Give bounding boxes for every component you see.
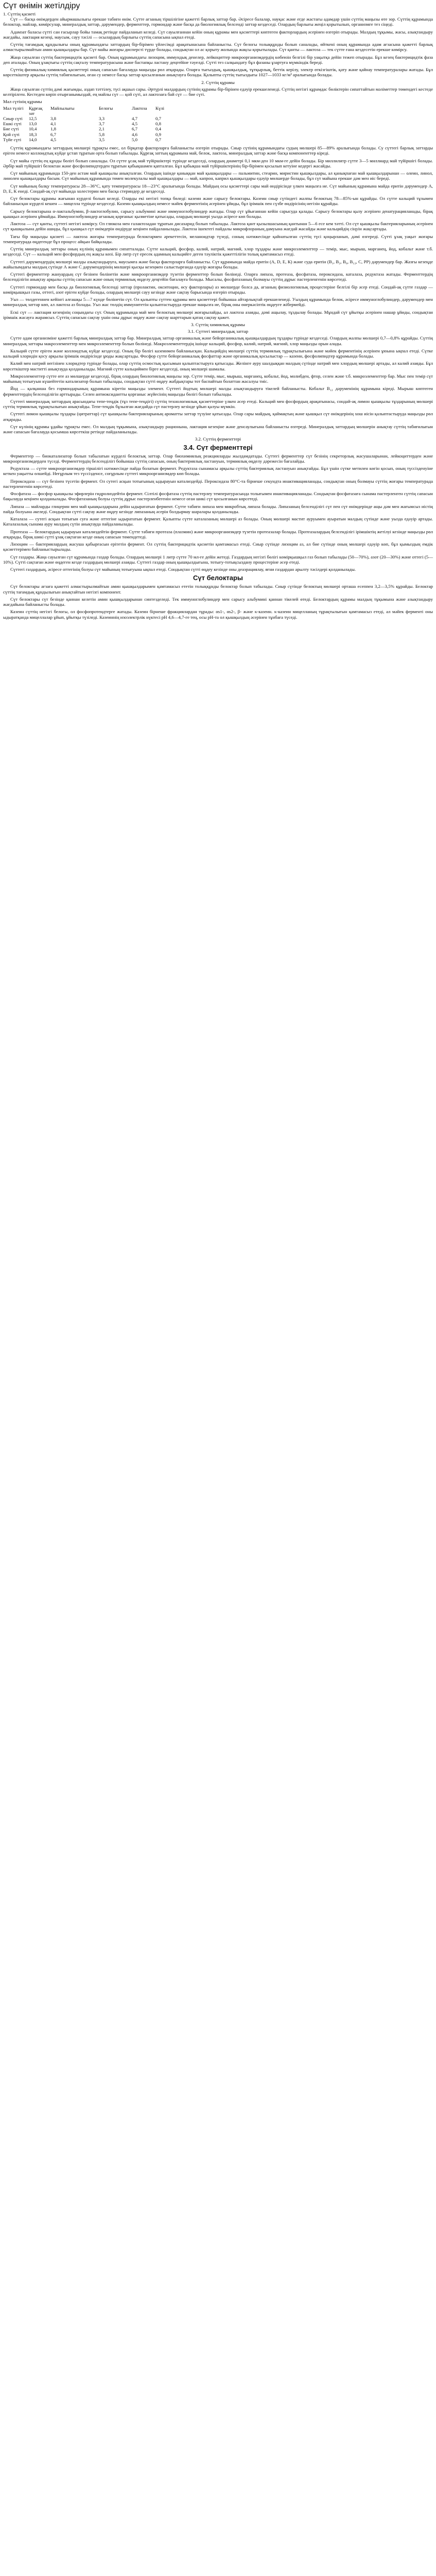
table-header-cell: Майлылығы: [50, 105, 75, 111]
table-cell: 1,8: [50, 126, 56, 132]
section-heading-2: 2. Сүттің құрамы: [201, 79, 235, 85]
table-header-cell: Мал түлігі: [3, 105, 24, 111]
paragraph: Жаңа сауылған сүттің дәмі жағымды, аздап тәттілеу, түсі ақшыл сары. Әртүрлі малдардың сүтінің құрамы бір-бірінен едәуір ерекшеленеді. Сүттің негізгі құрамдас бөліктерін сипаттайтын мәліметтер төмендегі кестеде келтірілген. Кестеден көріп отырғанымыздай, ең майлы сүт — қой сүті, ал лактозаға бай сүт — бие сүті.: [3, 86, 433, 97]
table-row: [3, 132, 174, 137]
paragraph: Сүт белоктары ағзаға қажетті алмастырылмайтын амин қышқылдарымен қамтамасыз ететін толыққұнды белоктар болып табылады. Сиыр сүтінде белоктың мөлшері орташа есеппен 3,2—3,5% құрайды. Белоктар сүттің тағамдық құндылығын анықтайтын негізгі компонент.: [3, 584, 433, 595]
paragraph: Сүттегі дәрумендердің мөлшері малды азықтандыруға, маусымға және басқа факторларға байланысты. Сүт құрамында майда еритін (А, D, Е, К) және суда еритін (В₁, В₂, В₆, В₁₂, С, РР) дәрумендер бар. Жазғы кезеңде жайылымдағы малдың сүтінде А және С дәрумендерінің мөлшері қысқы кезеңмен салыстырғанда едәуір жоғары болады.: [3, 259, 433, 269]
paragraph: Сүт майының балқу температурасы 28—36°С, қату температурасы 18—23°С аралығында болады. Майдың осы қасиеттері сары май өндірісінде үлкен маңызға ие. Сүт майының құрамына майда еритін дәрумендер А, D, Е, К енеді. Сондай-ақ сүт майында холестерин мен басқа стериндер де кездеседі.: [3, 183, 433, 194]
table-cell: 10,4: [29, 126, 37, 132]
table-cell: 12,5: [29, 116, 37, 122]
paragraph: Ескі сүт — лактация кезеңінің соңындағы сүт. Оның құрамында май мен белоктың мөлшері жоғарылайды, ал лактоза азаяды, дәмі ащылау, тұздылау болады. Мұндай сүт ұйытқы әсерінен нашар ұйиды, сондықтан ірімшік жасауға жарамсыз. Сүттің сапасын сақтау үшін оны дұрыс өңдеу және сақтау шарттарын қатаң сақтау қажет.: [3, 309, 433, 320]
table-cell: 4,5: [50, 137, 56, 142]
paragraph: Сүт газдары. Жаңа сауылған сүт құрамында газдар болады. Олардың мөлшері 1 литр сүтте 70 мл-ге дейін жетеді. Газдардың негізгі бөлігі көмірқышқыл газ болып табылады (50—70%), азот (20—30%) және оттегі (5—10%). Сүтті сақтаған және өңдеген кезде газдардың мөлшері азаяды. Сүттегі газдар оның қышқылдығына, тотығу-тотықсыздану процестеріне әсер етеді.: [3, 554, 433, 565]
paragraph: Уыз — төлдегеннен кейінгі алғашқы 5—7 күнде бөлінетін сүт. Ол қалыпты сүттен құрамы мен қасиеттері бойынша айтарлықтай ерекшеленеді. Уыздың құрамында белок, әсіресе иммуноглобулиндер, дәрумендер мен минералдық заттар көп, ал лактоза аз болады. Уыз жас төлдің иммунитетін қалыптастыруда ерекше маңызға ие, бірақ оны өнеркәсіптік өңдеуге жібермейді.: [3, 297, 433, 308]
paragraph: Липаза — майларды глицерин мен май қышқылдарына дейін ыдырататын фермент. Сүтте табиғи липаза мен микробтық липаза болады. Липазаның белсенділігі сүт пен сүт өнімдерінде ащы дәм мен жағымсыз иістің пайда болуына әкеледі. Сондықтан сүтті сақтау және өңдеу кезінде липазаның әсерін болдырмау шаралары қолданылады.: [3, 503, 433, 514]
table-cell: 0,7: [155, 137, 161, 142]
table-cell: 5,0: [132, 137, 137, 142]
paragraph: Казеин сүттің негізгі белогы, ол фосфопротеидтерге жатады. Казеин бірнеше фракциялардан тұрады: αs1-, αs2-, β- және κ-казеин. κ-казеин мицелланың тұрақтылығын қамтамасыз етеді, ал мәйек ферменті оны ыдыратқанда мицеллалар ұйып, ұйытқы түзіледі. Казеиннің изоэлектрлік нүктесі рН 4,6—4,7-ге тең, осы рН-та ол қышқылдың әсерінен тұнбаға түседі.: [3, 609, 433, 620]
table-row: [3, 116, 174, 121]
paragraph: Тағы бір маңызды қасиеті — лактоза жоғары температурада белоктармен әрекеттесіп, меланоидтар түзеді, соның нәтижесінде қайнатылған сүттің түсі қоңырланып, дәмі өзгереді. Сүтті ұзақ уақыт жоғары температурада өңдегенде бұл процесс айқын байқалады.: [3, 233, 433, 244]
paragraph: Сүттің құрамындағы заттардың мөлшері тұрақты емес, ол бірқатар факторларға байланысты өзгеріп отырады. Сиыр сүтінің құрамындағы судың мөлшері 85—89% аралығында болады. Су сүттегі барлық заттарды еріген немесе коллоидтық күйде ұстап тұратын орта болып табылады. Құрғақ заттың құрамына май, белок, лактоза, минералдық заттар және басқа компоненттер кіреді.: [3, 145, 433, 156]
milk-composition-table: [3, 106, 174, 142]
section-heading-3-1: 3.1. Сүттегі минералдық заттар: [187, 329, 249, 334]
table-cell: Сиыр сүті: [3, 116, 23, 122]
table-header-cell: Белогы: [99, 105, 113, 111]
table-cell: Қой сүті: [3, 131, 20, 137]
table-cell: 18,3: [29, 131, 37, 137]
paragraph: Сүтте адам организміне қажетті барлық минералдық заттар бар. Минералдық заттар органикалық және бейорганикалық қышқылдардың тұздары түрінде кездеседі. Олардың жалпы мөлшері 0,7—0,8% құрайды. Сүттің минералдық заттары макроэлементтер мен микроэлементтер болып бөлінеді. Макроэлементтердің ішінде кальций, фосфор, калий, натрий, магний, хлор маңызды орын алады.: [3, 335, 433, 346]
section-heading-3: 3. Сүттің химиялық құрамы: [191, 322, 245, 328]
paragraph: Сүт күлінің құрамы ұдайы тұрақты емес. Ол малдың тұқымына, азықтандыру рационына, лактация кезеңіне және денсаулығына байланысты өзгереді. Минералдық заттардың мөлшерін анықтау сүттің табиғилығын және сапасын бағалауда қосымша көрсеткіш ретінде пайдаланылады.: [3, 423, 433, 435]
table-cell: 13,0: [29, 121, 37, 127]
paragraph: Каталаза — сутегі асқын тотығын суға және оттегіне ыдырататын фермент. Қалыпты сүтте каталазаның мөлшері аз болады. Оның мөлшері мастит ауруымен ауыратын малдың сүтінде және уызда едәуір артады. Каталазалық сынама ауру малдың сүтін анықтауда пайдаланылады.: [3, 516, 433, 527]
section-heading-1: 1. Сүттің қасиеті: [3, 11, 36, 16]
paragraph: Адамзат баласы сүтті сан ғасырлар бойы тамақ ретінде пайдаланып келеді. Сүт сауылғаннан кейін оның құрамы мен қасиеттері көптеген факторлардың әсерінен өзгеріп отырады. Малдың тұқымы, жасы, азықтандыру жағдайы, лактация кезеңі, маусым, сауу тәсілі — осылардың барлығы сүттің сапасына ықпал етеді.: [3, 29, 433, 40]
section-title-enzymes: 3.4. Сүт ферменттері: [183, 443, 253, 451]
paragraph: Сүттегі лимон қышқылы тұздары (цитраттар) сүт қышқылы бактерияларының ароматты заттар түзуіне қатысады. Олар сары майдың, қаймақтың және қышқыл сүт өнімдерінің хош иісін қалыптастыруда маңызды рөл атқарады.: [3, 411, 433, 422]
table-cell: 4,5: [132, 121, 137, 127]
table-cell: 6,7: [132, 126, 137, 132]
paragraph: Редуктаза — сүтте микроорганизмдер тіршілігі нәтижесінде пайда болатын фермент. Редуктаза сынамасы арқылы сүттің бактериялық ластануын анықтайды. Бұл үшін сүтке метилен көгін қосып, оның түссізденуіне кеткен уақытты өлшейді. Неғұрлым тез түссізденсе, соғұрлым сүттегі микроорганизмдер көп болады.: [3, 466, 433, 477]
paragraph: Протеаза — белоктардың ыдырауын катализдейтін фермент. Сүтте табиғи протеаза (плазмин) және микроорганизмдер түзетін протеазалар болады. Протеазалардың белсенділігі ірімшіктің жетілуі кезінде маңызды рөл атқарады, бірақ шикі сүтті ұзақ сақтаған кезде оның сапасын төмендетеді.: [3, 529, 433, 539]
table-cell: 5,8: [99, 131, 104, 137]
paragraph: Фосфатаза — фосфор қышқылы эфирлерін гидролиздейтін фермент. Сілтілі фосфатаза сүттің пастерлеу температурасында толығымен инактивацияланады. Сондықтан фосфатазаға сынама пастерленген сүттің сапасын бақылауда кеңінен қолданылады. Фосфатазаның болуы сүттің дұрыс пастерленбегенін немесе оған шикі сүт қосылғанын көрсетеді.: [3, 491, 433, 502]
page-title: Сүт өнімін жетілдіру: [3, 2, 80, 10]
paragraph: Ферменттер — биокатализатор болып табылатын күрделі белоктық заттар. Олар биохимиялық реакцияларды жылдамдатады. Сүттегі ферменттер сүт безінің секреторлық жасушаларынан, лейкоциттерден және микроорганизмдерден түседі. Ферменттердің белсенділігі бойынша сүттің сапасын, оның бактериялық ластануын, термиялық өңделу дәрежесін бағалайды.: [3, 453, 433, 464]
table-cell: 0,9: [155, 131, 161, 137]
table-cell: 2,1: [99, 126, 104, 132]
table-cell: 3,3: [99, 116, 104, 122]
table-header-cell: Лактоза: [132, 105, 147, 111]
table-cell: 4,1: [50, 121, 56, 127]
table-cell: 4,7: [132, 116, 137, 122]
paragraph: Калий мен натрий негізінен хлоридтер түрінде болады, олар сүттің осмостық қысымын қалыптастыруға қатысады. Желінге ауру шалдыққан малдың сүтінде натрий мен хлордың мөлшері артады, ал калий азаяды. Бұл көрсеткіштер маститті анықтауда қолданылады. Магний сүтте кальциймен бірге кездеседі, оның мөлшері шамалы.: [3, 361, 433, 371]
paragraph: Лактоза — сүт қанты, сүттегі негізгі көмірсу. Ол глюкоза мен галактозадан тұратын дисахарид болып табылады. Лактоза қант қызылшасының қантынан 5—6 есе кем тәтті. Ол сүт қышқылы бактерияларының әсерінен сүт қышқылына дейін ашиды, бұл қышқыл сүт өнімдерін өндіруде кеңінен пайдаланылады. Лактоза ішектегі пайдалы микрофлораның дамуына жағдай жасайды және кальцийдің сіңуін жақсартады.: [3, 221, 433, 232]
table-cell: 0,8: [155, 121, 161, 127]
paragraph: Сүт белоктары құрамы жағынан күрделі болып келеді. Оларды екі негізгі топқа бөледі: казеин және сарысу белоктары. Казеин сиыр сүтіндегі жалпы белоктың 78—85%-ын құрайды. Ол сүтте кальций тұзымен байланысқан күрделі кешен — мицелла түрінде кездеседі. Казеин қышқылдың немесе мәйек ферментінің әсерінен ұйиды, бұл ірімшік пен сүзбе өндірісінің негізін құрайды.: [3, 196, 433, 207]
paragraph: Сүттің физикалық-химиялық қасиеттері оның сапасын бағалауда маңызды рөл атқарады. Оларға тығыздық, қышқылдық, тұтқырлық, беттік керілу, электр өткізгіштік, қату және қайнау температуралары жатады. Бұл көрсеткіштер арқылы сүттің табиғилығын, оған су немесе басқа заттар қосылғанын анықтауға болады. Қалыпты сүттің тығыздығы 1027—1033 кг/м³ аралығында болады.: [3, 67, 433, 78]
paragraph: Сүт майы сүттің ең құнды бөлігі болып саналады. Ол сүтте ұсақ май түйіршіктері түрінде кездеседі, олардың диаметрі 0,1 мкм-ден 10 мкм-ге дейін болады. Бір миллилитр сүтте 3—5 миллиард май түйіршігі болады. Әрбір май түйіршігі белоктан және фосфолипидтерден тұратын қабықшамен қапталған. Бұл қабықша май түйіршіктерінің бір-бірімен қосылып кетуіне кедергі жасайды.: [3, 158, 433, 168]
paragraph: Микроэлементтер сүтте өте аз мөлшерде кездеседі, бірақ олардың биологиялық маңызы зор. Сүтте темір, мыс, мырыш, марганец, кобальт, йод, молибден, фтор, селен және т.б. микроэлементтер бар. Мыс пен темір сүт майының тотығуын күшейтетін катализатор болып табылады, сондықтан сүтті өңдеу жабдықтары тот баспайтын болаттан жасалуы тиіс.: [3, 373, 433, 384]
paragraph: Сарысу белоктарына α-лактальбумин, β-лактоглобулин, сарысу альбумині және иммуноглобулиндер жатады. Олар сүт ұйығаннан кейін сарысуда қалады. Сарысу белоктары қызу әсерінен денатурацияланады, бірақ қышқыл әсерінен ұймайды. Иммуноглобулиндер ағзаның қорғаныс қызметіне қатысады, олардың мөлшері уызда әсіресе көп болады.: [3, 208, 433, 219]
paragraph: Кальций сүтте еріген және коллоидтық күйде кездеседі. Оның бір бөлігі казеинмен байланысқан. Кальцийдің мөлшері сүттің термиялық тұрақтылығына және мәйек ферментінің әсерінен ұюына ықпал етеді. Сүтке кальций хлоридін қосу арқылы ірімшік өндірісінде ұюды жақсартады. Фосфор сүтте бейорганикалық фосфаттар және органикалық қосылыстар — казеин, фосфолипидтер құрамында болады.: [3, 348, 433, 359]
paragraph: Сүт белоктары сүт безінде қаннан келетін амин қышқылдарынан синтезделеді. Тек иммуноглобулиндер мен сарысу альбумині қаннан тікелей өтеді. Белоктардың құрамы малдың тұқымына және азықтандыру жағдайына байланысты болады.: [3, 596, 433, 607]
table-cell: 14,0: [29, 137, 37, 142]
table-caption: Мал сүтінің құрамы: [3, 99, 42, 105]
table-header-cell: Құрғақ зат: [29, 105, 43, 116]
table-header-cell: Күлі: [155, 105, 165, 111]
table-row: [3, 126, 174, 131]
paragraph: Йод — қалқанша без гормондарының құрамына кіретін маңызды элемент. Сүттегі йодтың мөлшері малды азықтандыруға тікелей байланысты. Кобальт В₁₂ дәруменінің құрамына кіреді. Мырыш көптеген ферменттердің белсенділігін арттырады. Селен антиоксидантты қорғаныс жүйесінің маңызды бөлігі болып табылады.: [3, 386, 433, 397]
paragraph: Сүттегі газдардың, әсіресе оттегінің болуы сүт майының тотығуына ықпал етеді. Сондықтан сүтті өңдеу кезінде оны деаэрациялау, яғни газдардан арылту тәсілдері қолданылады.: [10, 567, 356, 572]
table-header-row: [3, 106, 174, 116]
document-page: [0, 0, 436, 620]
table-row: [3, 137, 174, 142]
table-cell: 3,7: [99, 121, 104, 127]
table-cell: 3,5: [99, 137, 104, 142]
table-cell: 6,7: [50, 131, 56, 137]
section-heading-3-2: 3.2. Сүттің ферменттері: [195, 436, 241, 442]
paragraph: Сүттің тағамдық құндылығы оның құрамындағы заттардың бір-бірімен үйлесімді арақатынасына байланысты. Сүт белогы толыққұнды болып саналады, өйткені оның құрамында адам ағзасына қажетті барлық алмастырылмайтын амин қышқылдары бар. Сүт майы жоғары дисперсті түрде болады, сондықтан ол ас қорыту жолында жақсы қорытылады. Сүт қанты — лактоза — тек сүтте ғана кездесетін ерекше көмірсу.: [3, 42, 433, 53]
paragraph: Сүттегі минералдық заттардың арасындағы тепе-теңдік (тұз тепе-теңдігі) сүттің технологиялық қасиеттеріне үлкен әсер етеді. Кальций мен фосфордың арақатынасы, сондай-ақ лимон қышқылы тұздарының мөлшері сүттің термиялық тұрақтылығын анықтайды. Тепе-теңдік бұзылған жағдайда сүт пастерлеу кезінде ұйып қалуы мүмкін.: [3, 398, 433, 410]
table-row: [3, 121, 174, 126]
table-cell: 3,8: [50, 116, 56, 122]
paragraph: Жаңа сауылған сүттің бактерицидтік қасиеті бар. Оның құрамындағы лизоцим, иммундық денелер, лейкоциттер микроорганизмдердің көбеюін белгілі бір уақытқа дейін тежеп отырады. Бұл кезең бактерицидтік фаза деп аталады. Оның ұзақтығы сүттің сақталу температурасына және бастапқы ластану деңгейіне тәуелді. Сүтті тез салқындату бұл фазаны ұзартуға мүмкіндік береді.: [3, 54, 433, 65]
table-cell: Ешкі сүті: [3, 121, 22, 127]
paragraph: Сүт майының құрамында 150-ден астам май қышқылы анықталған. Олардың ішінде қаныққан май қышқылдары — пальмитин, стеарин, миристин қышқылдары, ал қанықпаған май қышқылдарынан — олеин, линол, линолен қышқылдары басым. Сүт майының құрамында төмен молекулалы май қышқылдары — май, капрон, каприл қышқылдары едәуір мөлшерде болады, бұл сүт майына ерекше дәм мен иіс береді.: [3, 171, 433, 181]
paragraph: Сүттің минералдық заттары оның күлінің құрамымен сипатталады. Сүтте кальций, фосфор, калий, натрий, магний, хлор тұздары және микроэлементтер — темір, мыс, мырыш, марганец, йод, кобальт және т.б. кездеседі. Сүт — кальций мен фосфордың ең жақсы көзі. Бір литр сүт ересек адамның кальцийге деген тәуліктік қажеттілігін толық қамтамасыз етеді.: [3, 246, 433, 257]
table-cell: Бие сүті: [3, 126, 19, 132]
paragraph: Сүт — басқа өнімдерден айырмашылығы ерекше табиғи өнім. Сүтте ағзаның тіршілігіне қажетті барлық заттар бар. Әсіресе балалар, науқас және егде жастағы адамдар үшін сүттің маңызы өте зор. Сүттің құрамында белоктар, майлар, көмірсулар, минералдық заттар, дәрумендер, ферменттер, гормондар және басқа да биологиялық белсенді заттар кездеседі. Олардың барлығы жеңіл қорытылып, организмге тез сіңеді.: [3, 16, 433, 27]
table-cell: 4,6: [132, 131, 137, 137]
paragraph: Сүттегі гормондар мен басқа да биологиялық белсенді заттар (пролактин, окситоцин, өсу факторлары) аз мөлшерде болса да, ағзаның физиологиялық процестеріне белгілі бір әсер етеді. Сондай-ақ сүтте газдар — көмірқышқыл газы, оттегі, азот еріген күйде болады, олардың мөлшері сауу кезінде және сақтау барысында өзгеріп отырады.: [3, 284, 433, 295]
paragraph: Пероксидаза — сүт безінен түсетін фермент. Ол сутегі асқын тотығының ыдырауын катализдейді. Пероксидаза 80°С-та бірнеше секундта инактивацияланады, сондықтан оның болмауы сүттің жоғары температурада пастерленгенін көрсетеді.: [3, 478, 433, 489]
section-title-proteins: Сүт белоктары: [193, 574, 243, 582]
table-cell: 0,7: [155, 116, 161, 122]
table-cell: Түйе сүті: [3, 137, 22, 142]
paragraph: Сүттегі ферменттер жануардың сүт безінен бөлінетін және микроорганизмдер түзетін ферменттер болып бөлінеді. Оларға липаза, протеаза, фосфатаза, пероксидаза, каталаза, редуктаза жатады. Ферменттердің белсенділігін анықтау арқылы сүттің сапасын және оның термиялық өңделу деңгейін бағалауға болады. Мысалы, фосфатазаның болмауы сүттің дұрыс пастерленгенін көрсетеді.: [3, 272, 433, 282]
table-cell: 0,4: [155, 126, 161, 132]
paragraph: Лизоцим — бактериялардың жасуша қабырғасын ерітетін фермент. Ол сүттің бактерицидтік қасиетін қамтамасыз етеді. Сиыр сүтінде лизоцим аз, ал бие сүтінде оның мөлшері едәуір көп, бұл қымыздың емдік қасиеттерімен байланыстырылады.: [3, 541, 433, 552]
